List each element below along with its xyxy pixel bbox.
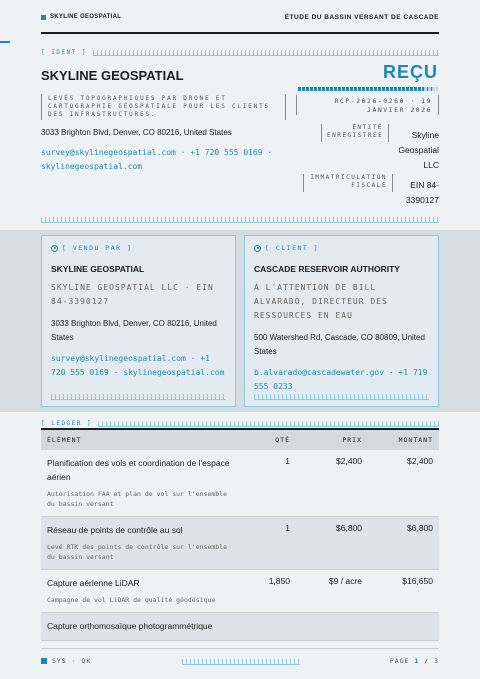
item-detail: Autorisation FAA et plan de vol sur l'ensemble du bassin versant xyxy=(47,490,228,508)
brand-name: SKYLINE GEOSPATIAL xyxy=(50,14,122,20)
brand-square-icon xyxy=(41,15,46,20)
ruler-divider xyxy=(93,48,439,56)
ledger-label: [ LEDGER ] xyxy=(41,419,93,427)
ruler-divider xyxy=(254,392,429,400)
qty-cell: 1 xyxy=(241,450,296,517)
tax-registration-value: EIN 84-3390127 xyxy=(405,180,439,205)
seller-card-header xyxy=(51,244,226,252)
ruler-divider xyxy=(98,419,439,427)
company-contact[interactable]: survey@skylinegeospatial.com · +1 720 555 0169 · skylinegeospatial.com xyxy=(41,148,273,171)
item-cell xyxy=(41,517,241,570)
registered-entity-value: Skyline Geospatial LLC xyxy=(398,130,439,170)
column-header-item: ÉLÉMENT xyxy=(41,429,241,450)
item-description: Réseau de points de contrôle au sol xyxy=(47,525,183,535)
target-icon xyxy=(254,245,261,252)
status-square-icon xyxy=(41,658,47,664)
progress-dots xyxy=(298,87,434,91)
amount-cell: $2,400 xyxy=(368,450,439,517)
seller-address: 3033 Brighton Blvd, Denver, CO 80216, United States xyxy=(51,319,217,342)
tax-registration-label: IMMATRICULATION FISCALE xyxy=(303,174,393,192)
table-row xyxy=(41,450,439,517)
column-header-amount: MONTANT xyxy=(368,429,439,450)
table-row xyxy=(41,613,439,641)
item-cell xyxy=(41,450,241,517)
page-indicator xyxy=(390,657,439,665)
system-status-text: SYS · OK xyxy=(52,656,92,665)
table-header-row xyxy=(41,429,439,450)
page-separator: / xyxy=(424,656,430,665)
table-row xyxy=(41,517,439,570)
item-detail: Campagne de vol LiDAR de qualité géodésique xyxy=(47,596,216,604)
ident-section-label xyxy=(41,46,439,58)
price-cell: $2,400 xyxy=(296,450,368,517)
top-header xyxy=(41,14,439,34)
amount-cell: $16,650 xyxy=(368,570,439,613)
progress-dots-tail xyxy=(424,87,438,91)
qty-cell: 1 xyxy=(241,517,296,570)
client-card-header xyxy=(254,244,429,252)
amount-cell xyxy=(368,613,439,641)
seller-contact[interactable]: survey@skylinegeospatial.com · +1 720 555 0169 · skylinegeospatial.com xyxy=(51,354,225,377)
company-name: SKYLINE GEOSPATIAL xyxy=(41,68,184,83)
study-title: ÉTUDE DU BASSIN VERSANT DE CASCADE xyxy=(284,14,439,21)
column-header-qty: QTÉ xyxy=(241,429,296,450)
company-tagline: LEVÉS TOPOGRAPHIQUES PAR DRONE ET CARTOGRAPHIE GÉOSPATIALE POUR LES CLIENTS DES INFRASTRUCTURES. xyxy=(41,94,286,120)
company-address: 3033 Brighton Blvd, Denver, CO 80216, United States xyxy=(41,128,232,137)
item-cell xyxy=(41,570,241,613)
price-cell: $6,800 xyxy=(296,517,368,570)
receipt-title: REÇU xyxy=(382,62,438,82)
seller-label: [ VENDU PAR ] xyxy=(62,244,133,252)
amount-cell: $6,800 xyxy=(368,517,439,570)
page-total: 3 xyxy=(434,656,439,665)
ident-label: [ IDENT ] xyxy=(41,48,88,56)
client-card xyxy=(244,235,439,407)
qty-cell xyxy=(241,613,296,641)
client-name: CASCADE RESERVOIR AUTHORITY xyxy=(254,264,400,274)
page-footer xyxy=(41,648,439,672)
registered-entity-label: ENTITÉ ENREGISTRÉE xyxy=(321,124,389,142)
tax-registration xyxy=(303,174,439,208)
item-cell xyxy=(41,613,241,641)
system-status xyxy=(41,657,91,665)
qty-cell: 1,850 xyxy=(241,570,296,613)
price-cell xyxy=(296,613,368,641)
registered-entity xyxy=(321,124,439,173)
ruler-divider xyxy=(51,392,226,400)
item-description: Planification des vols et coordination de l'espace aérien xyxy=(47,458,230,482)
page-current: 1 xyxy=(414,656,420,665)
item-description: Capture orthomosaïque photogrammétrique xyxy=(47,621,213,631)
brand-mark xyxy=(41,14,121,20)
table-row xyxy=(41,570,439,613)
edge-marker xyxy=(0,41,10,43)
seller-card xyxy=(41,235,236,407)
client-attention: À L'ATTENTION DE BILL ALVARADO, DIRECTEUR DES RESSOURCES EN EAU xyxy=(254,283,388,320)
receipt-reference: RCP-2026-0260 · 19 JANVIER 2026 xyxy=(296,95,439,115)
client-label: [ CLIENT ] xyxy=(265,244,320,252)
item-detail: Levé RTK des points de contrôle sur l'ensemble du bassin versant xyxy=(47,543,228,561)
price-cell: $9 / acre xyxy=(296,570,368,613)
seller-name: SKYLINE GEOSPATIAL xyxy=(51,264,145,274)
target-icon xyxy=(51,245,58,252)
item-description: Capture aérienne LiDAR xyxy=(47,578,140,588)
client-address: 500 Watershed Rd, Cascade, CO 80809, United States xyxy=(254,333,425,356)
seller-legal: SKYLINE GEOSPATIAL LLC · EIN 84-3390127 xyxy=(51,283,214,306)
page-label: PAGE xyxy=(389,656,410,665)
client-contact[interactable]: b.alvarado@cascadewater.gov · +1 719 555 0233 xyxy=(254,368,428,391)
ruler-divider xyxy=(41,215,439,223)
column-header-price: PRIX xyxy=(296,429,368,450)
ruler-divider xyxy=(182,657,300,665)
ledger-table xyxy=(41,428,439,641)
